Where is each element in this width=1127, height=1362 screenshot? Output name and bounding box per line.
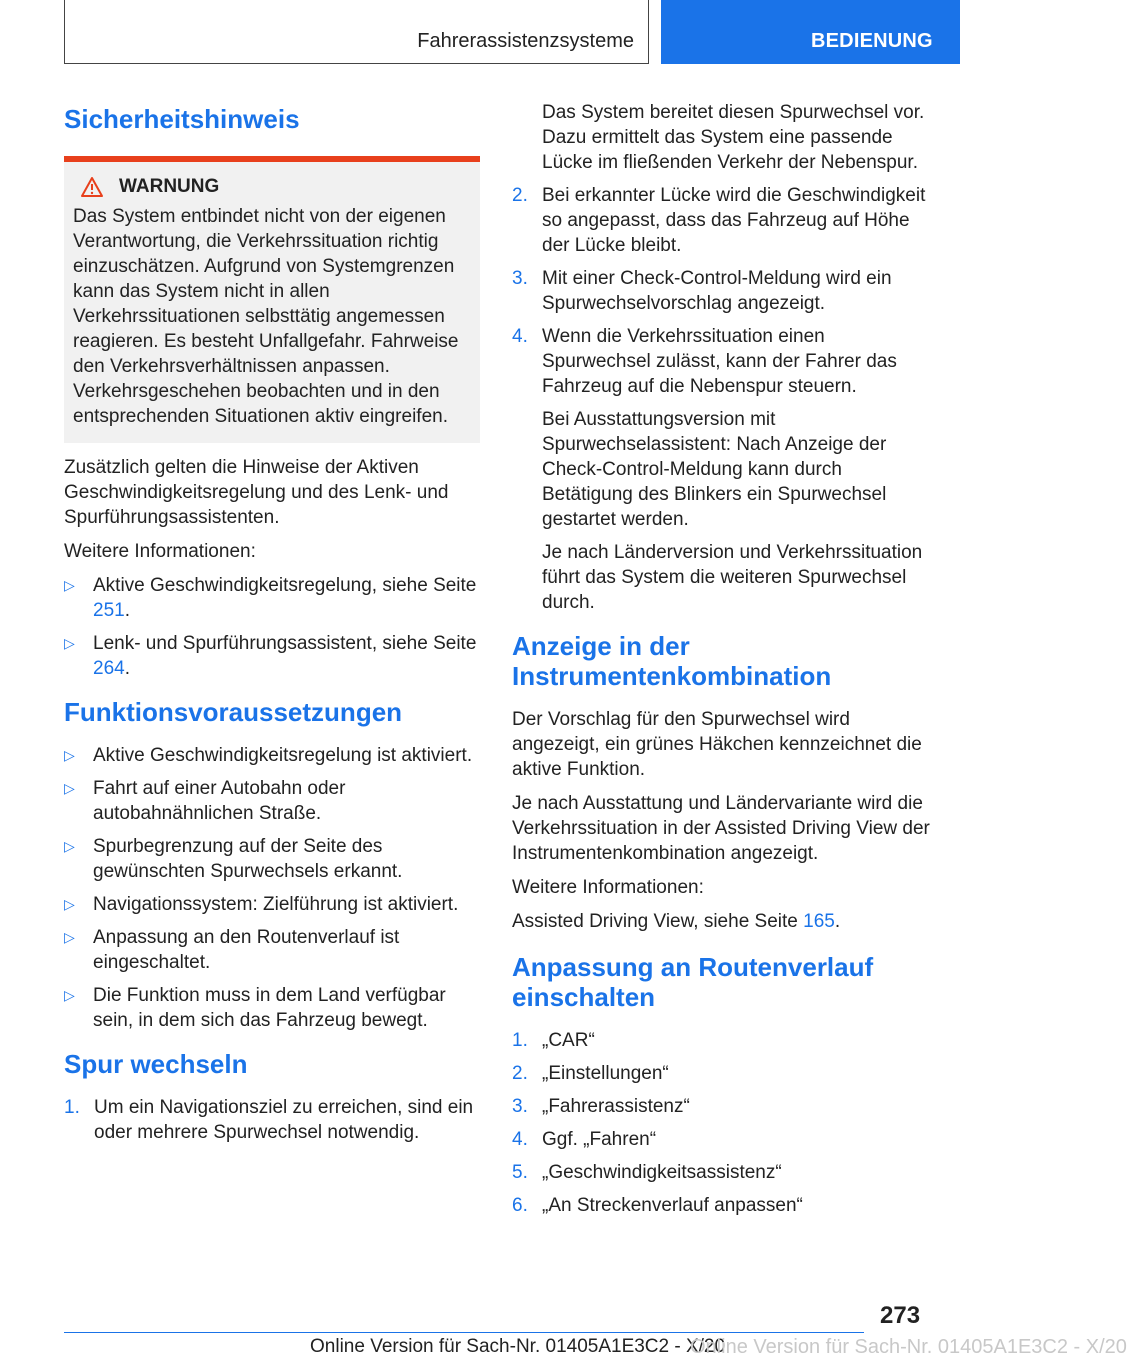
lane-change-steps xyxy=(64,1095,480,1145)
warning-text: Das System entbindet nicht von der eigenen Verantwortung, die Verkehrssituation richtig einzuschätzen. Aufgrund von Systemgrenzen kann das System nicht in allen Verkehrssituationen selbsttätig angemessen reagieren. Es besteht Unfallgefahr. Fahrweise den Verkehrsverhältnissen anpassen. Verkehrsgeschehen beobachten und in den entsprechenden Situationen aktiv eingreifen. xyxy=(73,206,459,427)
list-item xyxy=(512,100,932,175)
warning-header xyxy=(73,176,471,198)
list-item: ▷ Anpassung an den Routenverlauf ist eingeschaltet. xyxy=(64,927,400,973)
triangle-bullet-icon: ▷ xyxy=(64,838,75,854)
list-item: 5. „Geschwindigkeitsassistenz“ xyxy=(512,1162,782,1183)
list-item: ▷ Aktive Geschwindigkeitsregelung, siehe Seite 251. xyxy=(64,575,477,621)
page-link-251[interactable]: 251 xyxy=(93,600,125,621)
list-item: 3. Mit einer Check-Control-Meldung wird ein Spurwechselvorschlag angezeigt. xyxy=(512,268,892,314)
list-item: ▷ Spurbegrenzung auf der Seite des gewünschten Spurwechsels erkannt. xyxy=(64,836,403,882)
list-item: ▷ Aktive Geschwindigkeitsregelung ist aktiviert. xyxy=(64,745,473,766)
header-section-title: Fahrerassistenzsysteme xyxy=(417,30,634,52)
footer-divider xyxy=(64,1332,864,1333)
paragraph-ausstattung: Je nach Ausstattung und Ländervariante wird die Verkehrssituation in der Assisted Driving View der Instrumentenkombination angezeigt. xyxy=(512,793,930,864)
triangle-bullet-icon: ▷ xyxy=(64,896,75,912)
menu-path-steps xyxy=(512,1028,932,1218)
right-column xyxy=(512,100,932,1234)
list-item: 2. „Einstellungen“ xyxy=(512,1063,669,1084)
list-item: ▷ Navigationssystem: Zielführung ist aktiviert. xyxy=(64,894,459,915)
paragraph-assisted-driving: Assisted Driving View, siehe Seite 165. xyxy=(512,911,841,932)
list-item: 6. „An Streckenverlauf anpassen“ xyxy=(512,1195,803,1216)
header-chapter-tab xyxy=(661,0,960,64)
step1-continuation: Das System bereitet diesen Spurwechsel vor. Dazu ermittelt das System eine passende Lücke im fließenden Verkehr der Nebenspur. xyxy=(542,102,925,173)
watermark: Online Version für Sach-Nr. 01405A1E3C2 - X/20 xyxy=(690,1336,1127,1358)
lane-change-steps-continued xyxy=(512,100,932,615)
paragraph-hinweise: Zusätzlich gelten die Hinweise der Aktiven Geschwindigkeitsregelung und des Lenk- und Spurführungsassistenten. xyxy=(64,457,449,528)
warning-title: WARNUNG xyxy=(119,176,220,197)
list-item: ▷ Die Funktion muss in dem Land verfügbar sein, in dem sich das Fahrzeug bewegt. xyxy=(64,985,446,1031)
heading-funktionsvoraussetzungen: Funktionsvoraussetzungen xyxy=(64,697,403,727)
triangle-bullet-icon: ▷ xyxy=(64,780,75,796)
list-item: 2. Bei erkannter Lücke wird die Geschwindigkeit so angepasst, dass das Fahrzeug auf Höhe der Lücke bleibt. xyxy=(512,185,926,256)
page-link-264[interactable]: 264 xyxy=(93,658,125,679)
heading-anzeige: Anzeige in der Instrumentenkombination xyxy=(512,631,832,691)
conditions-list xyxy=(64,743,480,1033)
warning-box xyxy=(64,156,480,443)
reference-list xyxy=(64,573,480,681)
paragraph-weitere-info-2: Weitere Informationen: xyxy=(512,877,704,898)
list-item: 1. „CAR“ xyxy=(512,1030,595,1051)
list-item: 3. „Fahrerassistenz“ xyxy=(512,1096,690,1117)
header-section-box xyxy=(64,0,649,64)
triangle-bullet-icon: ▷ xyxy=(64,747,75,763)
list-item: ▷ Lenk- und Spurführungsassistent, siehe Seite 264. xyxy=(64,633,477,679)
triangle-bullet-icon: ▷ xyxy=(64,987,75,1003)
heading-spur-wechseln: Spur wechseln xyxy=(64,1049,248,1079)
left-column xyxy=(64,100,480,1161)
paragraph-weitere-info: Weitere Informationen: xyxy=(64,541,256,562)
page-link-165[interactable]: 165 xyxy=(803,911,835,932)
triangle-bullet-icon: ▷ xyxy=(64,635,75,651)
footer-text: Online Version für Sach-Nr. 01405A1E3C2 - X/20 xyxy=(310,1336,726,1357)
page-number: 273 xyxy=(880,1302,921,1329)
warning-triangle-icon xyxy=(81,177,103,197)
triangle-bullet-icon: ▷ xyxy=(64,929,75,945)
list-item: 1. Um ein Navigationsziel zu erreichen, sind ein oder mehrere Spurwechsel notwendig. xyxy=(64,1097,474,1143)
heading-anpassung: Anpassung an Routenverlauf einschalten xyxy=(512,952,874,1012)
step4-note-assistant: Bei Ausstattungsversion mit Spurwechselassistent: Nach Anzeige der Check-Control-Meldung kann durch Betätigung des Blinkers ein Spurwechsel gestartet werden. xyxy=(542,409,887,530)
paragraph-vorschlag: Der Vorschlag für den Spurwechsel wird angezeigt, ein grünes Häkchen kennzeichnet die aktive Funktion. xyxy=(512,709,922,780)
header-chapter-title: BEDIENUNG xyxy=(811,30,933,52)
list-item: 4. Wenn die Verkehrssituation einen Spurwechsel zulässt, kann der Fahrer das Fahrzeug auf die Nebenspur steuern. Bei Ausstattungsversion mit Spurwechselassistent: Nach Anzeige der Check-Control-Meldung kann durch Betätigung des Blinkers ein Spurwechsel gestartet werden. Je nach Länderversion und Verkehrssituation führt das System die weiteren Spurwechsel durch. xyxy=(512,324,932,615)
step4-note-country: Je nach Länderversion und Verkehrssituation führt das System die weiteren Spurwechsel durch. xyxy=(542,542,923,613)
list-item: 4. Ggf. „Fahren“ xyxy=(512,1129,657,1150)
list-item: ▷ Fahrt auf einer Autobahn oder autobahnähnlichen Straße. xyxy=(64,778,346,824)
heading-sicherheitshinweis: Sicherheitshinweis xyxy=(64,104,300,134)
triangle-bullet-icon: ▷ xyxy=(64,577,75,593)
